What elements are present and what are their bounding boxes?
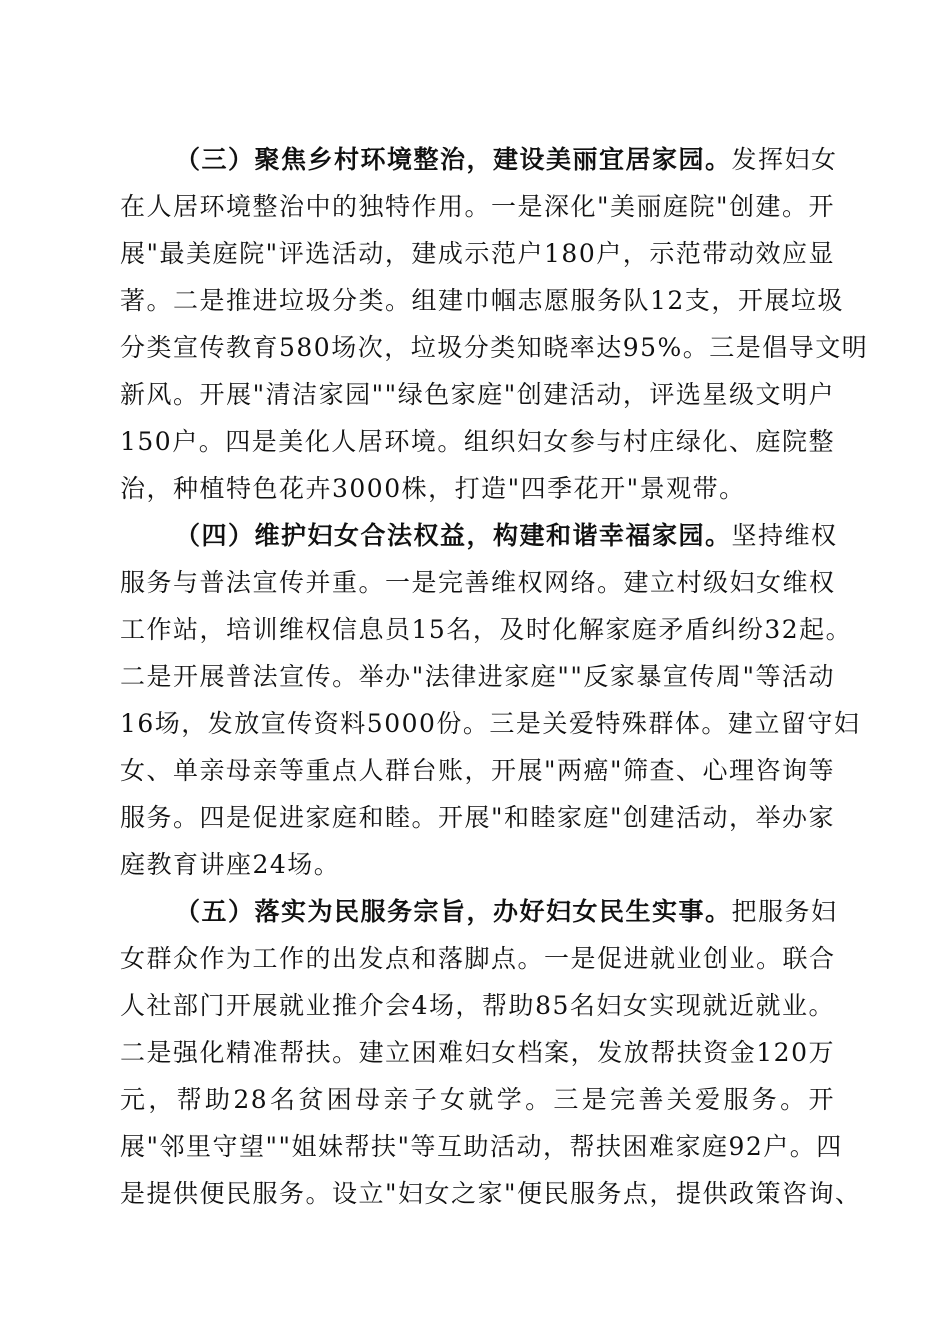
paragraph-line: 治，种植特色花卉3000株，打造"四季花开"景观带。	[120, 474, 746, 503]
paragraph-line: 分类宣传教育580场次，垃圾分类知晓率达95%。三是倡导文明	[120, 333, 869, 362]
section-heading: （五）落实为民服务宗旨，办好妇女民生实事。	[175, 897, 732, 926]
paragraph-line: 是提供便民服务。设立"妇女之家"便民服务点，提供政策咨询、	[120, 1179, 862, 1208]
paragraph-line: 女群众作为工作的出发点和落脚点。一是促进就业创业。联合	[120, 944, 836, 973]
section-heading: （四）维护妇女合法权益，构建和谐幸福家园。	[175, 521, 732, 550]
paragraph-line: 元，帮助28名贫困母亲子女就学。三是完善关爱服务。开	[120, 1085, 835, 1114]
paragraph-line	[175, 514, 838, 558]
line-text: 把服务妇	[731, 897, 838, 926]
paragraph-line: 工作站，培训维权信息员15名，及时化解家庭矛盾纠纷32起。	[120, 615, 853, 644]
paragraph-line: 人社部门开展就业推介会4场，帮助85名妇女实现就近就业。	[120, 991, 835, 1020]
paragraph-line: 著。二是推进垃圾分类。组建巾帼志愿服务队12支，开展垃圾	[120, 286, 844, 315]
paragraph-line: 二是开展普法宣传。举办"法律进家庭""反家暴宣传周"等活动	[120, 662, 835, 691]
line-text: 发挥妇女	[731, 145, 838, 174]
paragraph-line	[175, 138, 838, 182]
paragraph-line	[175, 890, 838, 934]
line-text: 坚持维权	[731, 521, 838, 550]
paragraph-line: 在人居环境整治中的独特作用。一是深化"美丽庭院"创建。开	[120, 192, 836, 221]
paragraph-line: 服务与普法宣传并重。一是完善维权网络。建立村级妇女维权	[120, 568, 836, 597]
paragraph-line: 展"邻里守望""姐妹帮扶"等互助活动，帮扶困难家庭92户。四	[120, 1132, 843, 1161]
paragraph-line: 150户。四是美化人居环境。组织妇女参与村庄绿化、庭院整	[120, 427, 835, 456]
paragraph-line: 16场，发放宣传资料5000份。三是关爱特殊群体。建立留守妇	[120, 709, 861, 738]
paragraph-line: 二是强化精准帮扶。建立困难妇女档案，发放帮扶资金120万	[120, 1038, 835, 1067]
paragraph-line: 新风。开展"清洁家园""绿色家庭"创建活动，评选星级文明户	[120, 380, 835, 409]
paragraph-line: 展"最美庭院"评选活动，建成示范户180户，示范带动效应显	[120, 239, 835, 268]
section-heading: （三）聚焦乡村环境整治，建设美丽宜居家园。	[175, 145, 732, 174]
paragraph-line: 女、单亲母亲等重点人群台账，开展"两癌"筛查、心理咨询等	[120, 756, 836, 785]
paragraph-line: 服务。四是促进家庭和睦。开展"和睦家庭"创建活动，举办家	[120, 803, 836, 832]
paragraph-line: 庭教育讲座24场。	[120, 850, 341, 879]
